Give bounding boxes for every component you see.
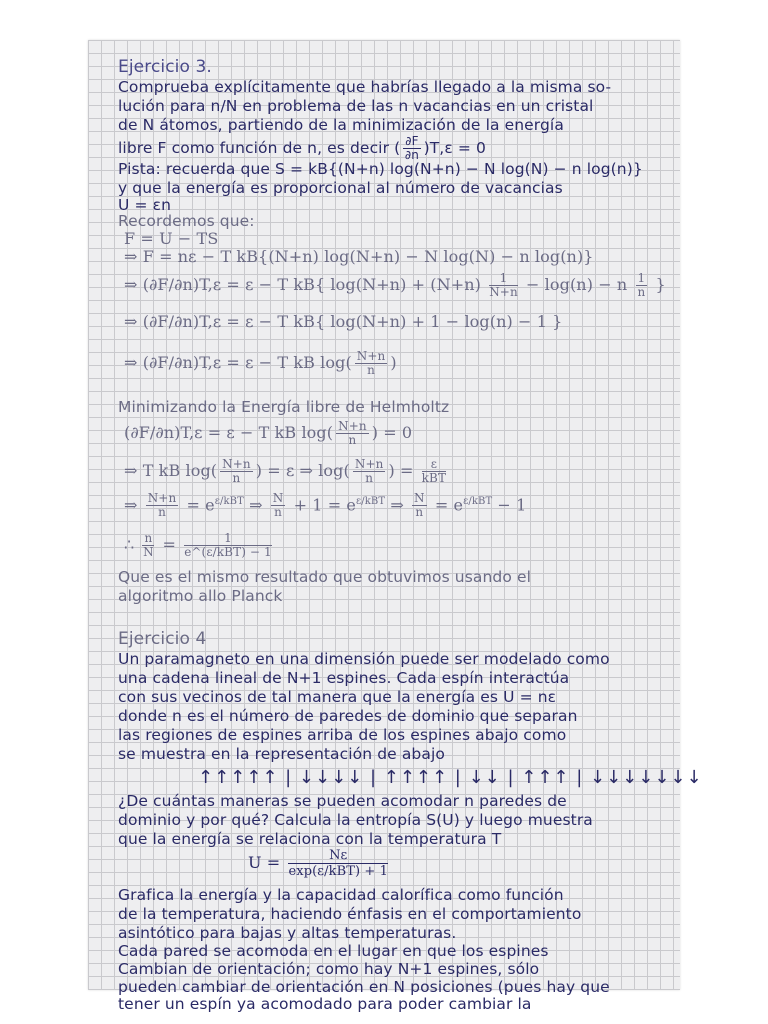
- frac-den: ∂n: [404, 148, 419, 162]
- exponent: ε/kBT: [463, 496, 493, 507]
- frac-num: n: [144, 531, 153, 545]
- eq-log-b: ) = ε ⇒ log(: [255, 461, 350, 480]
- eq-derivative-1: [124, 272, 674, 299]
- frac-bose-result: [184, 532, 272, 559]
- eq-exp-g: − 1: [497, 495, 527, 515]
- exercise-3-title: Ejercicio 3.: [118, 57, 212, 77]
- frac-a: [220, 458, 253, 485]
- frac-num: ∂F: [405, 134, 419, 148]
- frac-1-over-n-plus-n: [489, 272, 518, 299]
- eq-log-solve: [124, 458, 674, 485]
- ex3-line-4-end: )T,ε = 0: [423, 139, 486, 157]
- eq-exp-f: = e: [434, 495, 464, 515]
- ex4-line-3: con sus vecinos de tal manera que la energía es U = nε: [118, 688, 557, 706]
- answer-line-2: Cambian de orientación; como hay N+1 espines, sólo: [118, 960, 540, 978]
- eq-d3-a: ⇒ (∂F/∂n)T,ε = ε − T kB log(: [124, 353, 352, 372]
- eq-log-c: ) =: [388, 461, 414, 480]
- frac-den: n: [415, 505, 424, 520]
- frac-den: n: [232, 471, 241, 485]
- frac-b: [353, 458, 386, 485]
- frac-n-plus-n-over-n: [336, 420, 369, 447]
- frac-den: n: [158, 505, 166, 520]
- ex3-line-4: libre F como función de n, es decir ( $\frac{\partial F}{\partial n}$ )T,ε = 0: [118, 134, 486, 162]
- frac-den: n: [348, 433, 357, 447]
- answer-line-1: Cada pared se acomoda en el lugar en que los espines: [118, 942, 549, 960]
- question-line-3: que la energía se relaciona con la temperatura T: [118, 830, 502, 848]
- frac-den: e^(ε/kBT) − 1: [184, 545, 272, 559]
- frac-3: [412, 492, 427, 519]
- frac-num: 1: [184, 532, 272, 546]
- frac-den: n: [365, 471, 374, 485]
- question-line-2: dominio y por qué? Calcula la entropía S(U) y luego muestra: [118, 811, 593, 829]
- eq-min-b: ) = 0: [371, 423, 413, 442]
- ex3-line-3: de N átomos, partiendo de la minimización de la energía: [118, 116, 564, 134]
- exponent: ε/kBT: [356, 496, 386, 507]
- frac-1-over-n: [636, 272, 648, 299]
- ex3-line-1: Comprueba explícitamente que habrías llegado a la misma so-: [118, 78, 612, 96]
- ex3-line-2: lución para n/N en problema de las n vacancias en un cristal: [118, 97, 594, 115]
- ex4-line-6: se muestra en la representación de abajo: [118, 745, 445, 763]
- answer-line-3: pueden cambiar de orientación en N posiciones (pues hay que: [118, 978, 610, 996]
- eq-result: [124, 532, 674, 559]
- eq-d1-c: }: [655, 275, 666, 294]
- frac-n-plus-n-over-n: [355, 350, 388, 377]
- ex3-line-4-text: libre F como función de n, es decir: [118, 139, 390, 157]
- therefore-symbol: ∴: [124, 535, 135, 554]
- exercise-4-title: Ejercicio 4: [118, 629, 207, 649]
- eq-exp-b: = e: [186, 495, 215, 515]
- graph-line-2: de la temperatura, haciendo énfasis en el comportamiento: [118, 905, 582, 923]
- frac-den: n: [637, 285, 646, 299]
- ex4-line-1: Un paramagneto en una dimensión puede ser modelado como: [118, 650, 610, 668]
- ex4-line-5: las regiones de espines arriba de los espines abajo como: [118, 726, 567, 744]
- eq-exponential: [124, 492, 674, 519]
- eq-free-energy: ⇒ F = nε − T kB{(N+n) log(N+n) − N log(N) − n log(n)}: [124, 247, 594, 266]
- frac-num: N+n: [338, 419, 367, 433]
- frac-den: N: [143, 545, 154, 559]
- question-line-1: ¿De cuántas maneras se pueden acomodar n paredes de: [118, 792, 567, 810]
- ex4-line-2: una cadena lineal de N+1 espines. Cada espín interactúa: [118, 669, 570, 687]
- frac-num: 1: [489, 272, 518, 286]
- partial-f-n-fraction: [403, 135, 420, 162]
- frac-n-over-N: [142, 532, 154, 559]
- hint-line-2: y que la energía es proporcional al número de vacancias: [118, 179, 563, 197]
- frac-den: kBT: [421, 471, 447, 485]
- eq-helmholtz: F = U − TS: [124, 229, 219, 248]
- eq-exp-a: ⇒: [124, 495, 138, 515]
- frac-1: [146, 492, 179, 519]
- frac-num: N+n: [222, 457, 251, 471]
- eq-minimize: [124, 420, 674, 447]
- eq-exp-e: ⇒: [390, 495, 404, 515]
- frac-num: N+n: [354, 457, 384, 471]
- conclusion-line-1: Que es el mismo resultado que obtuvimos usando el: [118, 568, 532, 586]
- frac-den: n: [274, 505, 282, 520]
- frac-num: N+n: [356, 349, 386, 363]
- frac-2: [271, 492, 286, 519]
- eq-d1-b: − log(n) − n: [525, 275, 628, 294]
- energy-fraction: [288, 848, 388, 879]
- frac-num: ε: [422, 458, 446, 472]
- frac-den: exp(ε/kBT) + 1: [288, 864, 389, 879]
- spin-chain-diagram: ↑↑↑↑↑ | ↓↓↓↓ | ↑↑↑↑ | ↓↓ | ↑↑↑ | ↓↓↓↓↓↓↓: [198, 767, 703, 788]
- eq-derivative-3: [124, 350, 674, 377]
- recall-heading: Recordemos que:: [118, 212, 255, 230]
- frac-eps-over-kbt: [422, 458, 446, 485]
- eq-min-a: (∂F/∂n)T,ε = ε − T kB log(: [124, 423, 334, 442]
- notebook-page: [88, 40, 703, 1013]
- conclusion-line-2: algoritmo allo Planck: [118, 587, 283, 605]
- hint-line-1: Pista: recuerda que S = kB{(N+n) log(N+n) − N log(N) − n log(n)}: [118, 160, 643, 178]
- energy-lhs: U =: [248, 853, 281, 872]
- eq-result-equals: =: [162, 535, 177, 554]
- frac-num: N+n: [147, 491, 177, 506]
- eq-d3-b: ): [390, 353, 397, 372]
- frac-den: n: [367, 363, 376, 377]
- energy-formula: [248, 848, 674, 879]
- frac-num: N: [414, 491, 425, 506]
- answer-line-4: tener un espín ya acomodado para poder cambiar la: [118, 995, 532, 1013]
- eq-d1-a: ⇒ (∂F/∂n)T,ε = ε − T kB{ log(N+n) + (N+n): [124, 275, 481, 294]
- eq-log-a: ⇒ T kB log(: [124, 461, 218, 480]
- graph-line-3: asintótico para bajas y altas temperaturas.: [118, 924, 457, 942]
- graph-line-1: Grafica la energía y la capacidad calorífica como función: [118, 886, 564, 904]
- minimize-heading: Minimizando la Energía libre de Helmholtz: [118, 398, 450, 416]
- ex4-line-4: donde n es el número de paredes de dominio que separan: [118, 707, 578, 725]
- frac-num: 1: [637, 271, 646, 285]
- frac-num: Nε: [288, 848, 388, 864]
- exponent: ε/kBT: [214, 496, 244, 507]
- eq-exp-c: ⇒: [249, 495, 263, 515]
- eq-exp-d: + 1 = e: [293, 495, 356, 515]
- eq-derivative-2: ⇒ (∂F/∂n)T,ε = ε − T kB{ log(N+n) + 1 − log(n) − 1 }: [124, 312, 563, 331]
- frac-num: N: [272, 491, 284, 506]
- hint-line-3: U = εn: [118, 196, 171, 214]
- frac-den: N+n: [489, 285, 518, 299]
